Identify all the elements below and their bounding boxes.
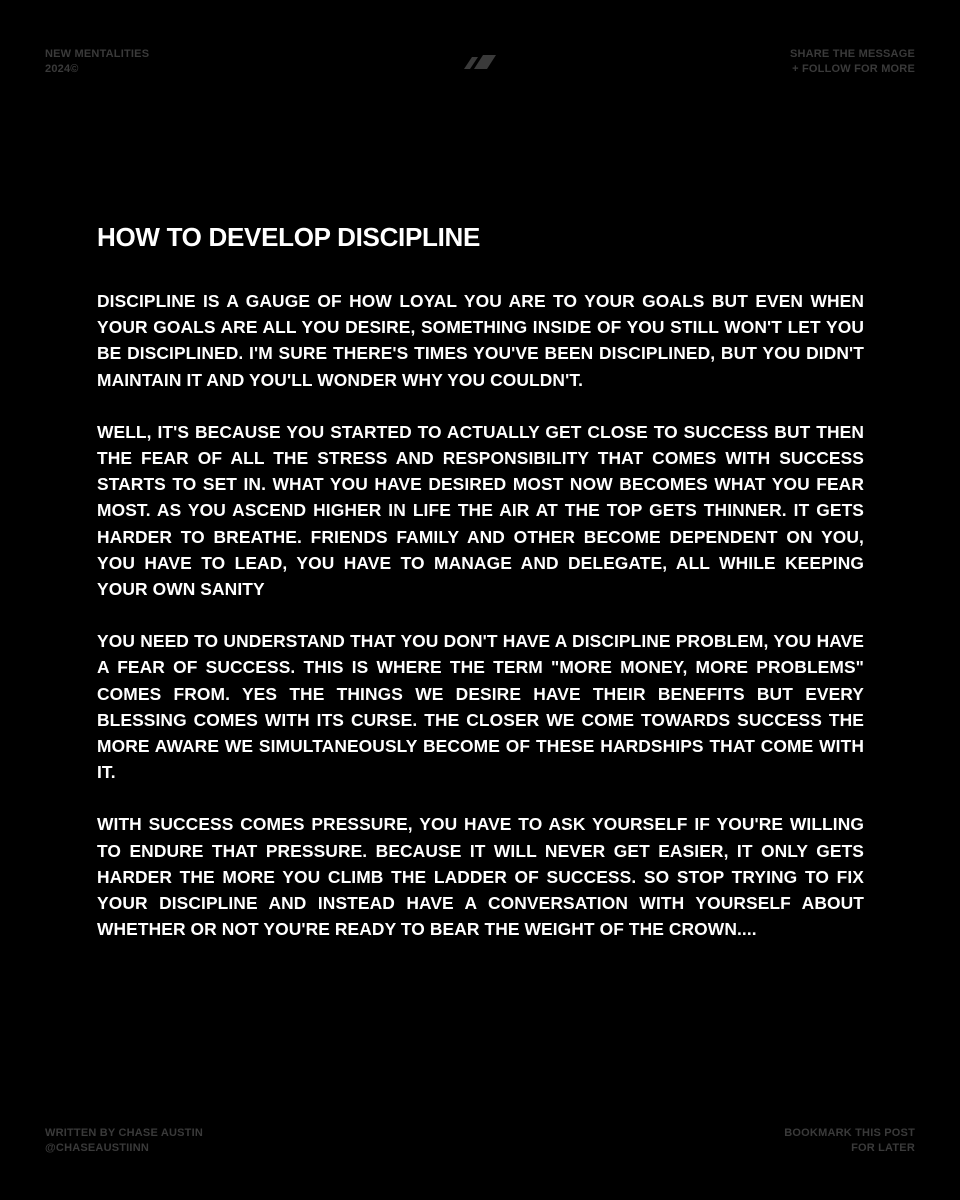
brand-block	[45, 47, 149, 77]
bookmark-block	[784, 1126, 915, 1156]
article-title: HOW TO DEVELOP DISCIPLINE	[97, 222, 481, 252]
brand-year: 2024©	[45, 63, 79, 75]
article-paragraph-3: YOU NEED TO UNDERSTAND THAT YOU DON'T HAVE A DISCIPLINE PROBLEM, YOU HAVE A FEAR OF SUCCESS. THIS IS WHERE THE TERM "MORE MONEY, MORE PROBLEMS" COMES FROM. YES THE THINGS WE DESIRE HAVE THEIR BENEFITS BUT EVERY BLESSING COMES WITH ITS CURSE. THE CLOSER WE COME TOWARDS SUCCESS THE MORE AWARE WE SIMULTANEOUSLY BECOME OF THESE HARDSHIPS THAT COME WITH IT.	[97, 631, 864, 783]
brand-name: NEW MENTALITIES	[45, 48, 150, 60]
bookmark-text: BOOKMARK THIS POST	[784, 1127, 915, 1139]
article-paragraph-2: WELL, IT'S BECAUSE YOU STARTED TO ACTUALLY GET CLOSE TO SUCCESS BUT THEN THE FEAR OF ALL THE STRESS AND RESPONSIBILITY THAT COMES WITH SUCCESS STARTS TO SET IN. WHAT YOU HAVE DESIRED MOST NOW BECOMES WHAT YOU FEAR MOST. AS YOU ASCEND HIGHER IN LIFE THE AIR AT THE TOP GETS THINNER. IT GETS HARDER TO BREATHE. FRIENDS FAMILY AND OTHER BECOME DEPENDENT ON YOU, YOU HAVE TO LEAD, YOU HAVE TO MANAGE AND DELEGATE, ALL WHILE KEEPING YOUR OWN SANITY	[97, 421, 864, 600]
article-paragraph-1: DISCIPLINE IS A GAUGE OF HOW LOYAL YOU ARE TO YOUR GOALS BUT EVEN WHEN YOUR GOALS ARE ALL YOU DESIRE, SOMETHING INSIDE OF YOU STILL WON'T LET YOU BE DISCIPLINED. I'M SURE THERE'S TIMES YOU'VE BEEN DISCIPLINED, BUT YOU DIDN'T MAINTAIN IT AND YOU'LL WONDER WHY YOU COULDN'T.	[97, 291, 864, 390]
follow-text: + FOLLOW FOR MORE	[792, 63, 915, 75]
author-credit: WRITTEN BY CHASE AUSTIN	[45, 1127, 203, 1139]
share-message-text: SHARE THE MESSAGE	[789, 48, 915, 60]
author-block	[45, 1126, 203, 1156]
bookmark-later-text: FOR LATER	[851, 1142, 915, 1154]
article-paragraph-4: WITH SUCCESS COMES PRESSURE, YOU HAVE TO ASK YOURSELF IF YOU'RE WILLING TO ENDURE THAT PRESSURE. BECAUSE IT WILL NEVER GET EASIER, IT ONLY GETS HARDER THE MORE YOU CLIMB THE LADDER OF SUCCESS. SO STOP TRYING TO FIX YOUR DISCIPLINE AND INSTEAD HAVE A CONVERSATION WITH YOURSELF ABOUT WHETHER OR NOT YOU'RE READY TO BEAR THE WEIGHT OF THE CROWN....	[97, 814, 864, 940]
author-handle: @CHASEAUSTIINN	[45, 1142, 149, 1154]
article	[97, 220, 864, 968]
share-block	[790, 47, 915, 77]
double-slash-logo-icon	[462, 53, 498, 69]
